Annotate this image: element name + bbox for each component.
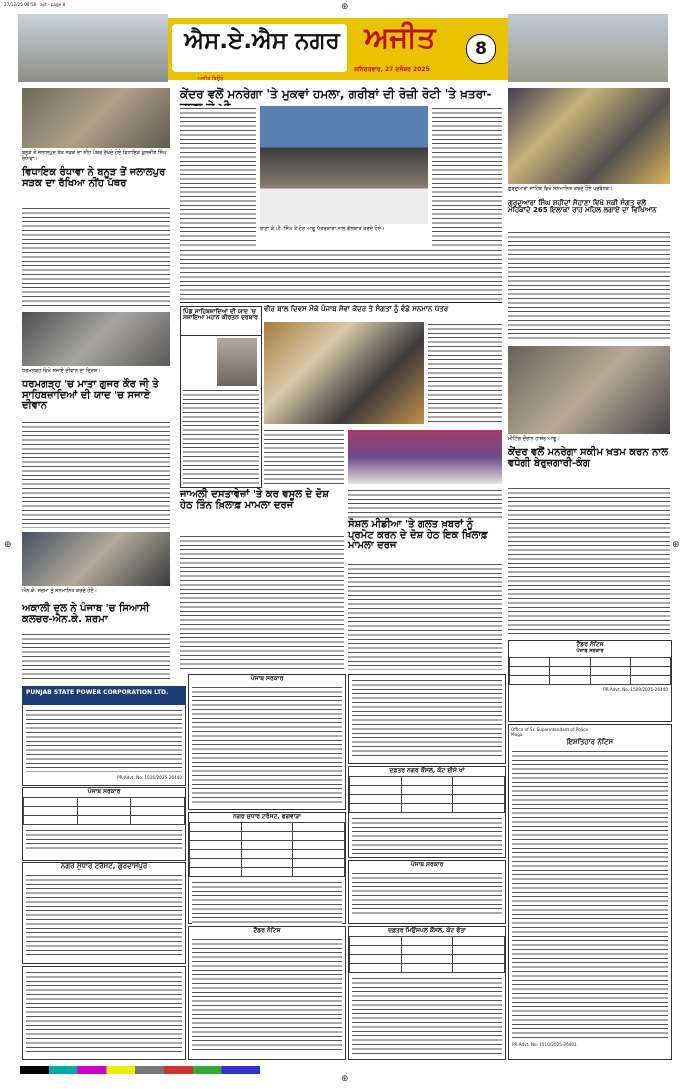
daftar-title: ਦਫ਼ਤਰ ਨਗਰ ਕੌਂਸਲ, ਕੋਟ ਈਸੇ ਖਾਂ: [389, 767, 465, 774]
photo-gurdwara: [508, 88, 670, 184]
brand-logo: ਅਜੀਤ: [364, 20, 436, 54]
registration-mark-icon: ⊕: [341, 2, 349, 12]
pspcl-ref: PR-Advt. No. 1016/2025-26440: [117, 775, 182, 780]
moga-ref: PR-Advt. No. 1510/2025-26401: [512, 1042, 577, 1047]
photo-dharamgarh: [22, 312, 170, 366]
lead-body-bottom: [180, 248, 502, 300]
headline-dharamgarh: ਧਰਮਗੜ੍ਹ 'ਚ ਮਾਤਾ ਗੁਜਰ ਕੌਰ ਜੀ ਤੇ ਸਾਹਿਬਜ਼ਾਦਿਆਂ ਦੀ ਯਾਦ 'ਚ ਸਜਾਏ ਦੀਵਾਨ: [22, 379, 159, 411]
daftar-2-ad: [348, 926, 506, 1060]
punjab-sarkar-title-center: ਪੰਜਾਬ ਸਰਕਾਰ: [250, 675, 284, 682]
moga-police-notice: [508, 724, 672, 1060]
punjab-sarkar-title-right: ਪੰਜਾਬ ਸਰਕਾਰ: [576, 648, 604, 654]
story-akali-body: [22, 632, 170, 682]
moga-office: Office of Sr. Superintendent of Police Moga: [511, 727, 588, 737]
edition-label: ਅਜੀਤ ਬਿਊਰੋ: [198, 76, 224, 82]
pspcl-ad: [22, 686, 186, 786]
box-story: [180, 306, 262, 488]
caption-meeting: ਮੀਟਿੰਗ ਦੌਰਾਨ ਹਾਜ਼ਰ ਆਗੂ।: [508, 436, 560, 442]
social-headline: ਸੋਸ਼ਲ ਮੀਡੀਆ 'ਤੇ ਗਲਤ ਖ਼ਬਰਾਂ ਨੂੰ ਪ੍ਰਮੋਟ ਕਰਨ ਦੇ ਦੋਸ਼ ਹੇਠ ਇਕ ਖ਼ਿਲਾਫ਼ ਮਾਮਲਾ ਦਰਜ: [348, 519, 488, 551]
nagar-kaunsil-title: ਨਗਰ ਸੁਧਾਰ ਟਰੱਸਟ, ਫਗਵਾੜਾ: [232, 813, 301, 820]
box-headline: ਪਿੰਡ ਸਾਹਿਬਜ਼ਾਦਿਆਂ ਦੀ ਯਾਦ 'ਚ ਸਜਾਇਆ ਮਹਾਨ ਕੀਰਤਨ ਦਰਬਾਰ: [181, 307, 261, 336]
fraud-headline: ਜਾਅਲੀ ਦਸਤਾਵੇਜ਼ਾਂ 'ਤੇ ਕਰ ਵਸੂਲ ਦੇ ਦੋਸ਼ ਹੇਠ ਤਿੰਨ ਖ਼ਿਲਾਫ਼ ਮਾਮਲਾ ਦਰਜ: [180, 489, 329, 511]
masthead-banner: [168, 18, 508, 80]
caption-dharamgarh: ਧਰਮਗੜ੍ਹ ਵਿਖੇ ਸਜਾਏ ਦੀਵਾਨ ਦਾ ਦ੍ਰਿਸ਼।: [22, 368, 101, 374]
lead-headline: ਕੇਂਦਰ ਵਲੋਂ ਮਨਰੇਗਾ 'ਤੇ ਮੁਕਵਾਂ ਹਮਲਾ, ਗਰੀਬਾਂ ਦੀ ਰੋਜ਼ੀ ਰੋਟੀ 'ਤੇ ਖ਼ਤਰਾ-: [180, 87, 492, 101]
pspcl-title: PUNJAB STATE POWER CORPORATION LTD.: [23, 687, 185, 705]
punjab-sarkar-ad-center: [188, 674, 346, 810]
story-dharamgarh-body: [22, 420, 170, 528]
nagar-sudhar-ad: [22, 862, 186, 964]
moga-notice-title: ਇਸ਼ਤਿਹਾਰ ਨੋਟਿਸ: [566, 738, 614, 746]
caption-gurdwara: ਗੁਰਦੁਆਰਾ ਸਾਹਿਬ ਵਿਖੇ ਸਨਮਾਨਿਤ ਕਰਦੇ ਹੋਏ ਪ੍ਰਬੰਧਕ।: [508, 186, 613, 192]
registration-mark-icon-left: ⊕: [4, 540, 12, 550]
box-photo: [217, 338, 257, 386]
photo-akali: [22, 532, 170, 586]
color-calibration-bar: [20, 1066, 260, 1074]
center-body-right: [428, 322, 502, 422]
notice-ad-top: [348, 674, 506, 764]
fraud-body: [180, 534, 344, 670]
masthead-left-photo: [18, 14, 168, 82]
gurdwara-body: [508, 230, 670, 342]
photo-lead-press: [260, 106, 428, 224]
daftar-ad: [348, 766, 506, 858]
caption-road-foundation: ਬਨੂੜ ਤੋਂ ਜਲਾਲਪੁਰ ਤੱਕ ਸੜਕ ਦਾ ਨੀਂਹ ਪੱਥਰ ਰੱਖਦੇ ਹੋਏ ਵਿਧਾਇਕ ਕੁਲਜੀਤ ਸਿੰਘ ਰੰਧਾਵਾ।: [22, 150, 167, 162]
section-title: ਐਸ.ਏ.ਐਸ ਨਗਰ: [184, 28, 340, 54]
daftar-2-title: ਦਫ਼ਤਰ ਮਿਉਂਸਪਲ ਕੌਂਸਲ, ਕੋਟ ਫੱਤਾ: [388, 927, 466, 934]
tender-title-bottom: ਟੈਂਡਰ ਨੋਟਿਸ: [253, 927, 281, 934]
headline-road-foundation: ਵਿਧਾਇਕ ਰੰਧਾਵਾ ਨੇ ਬਨੂੜ ਤੋਂ ਜਲਾਲਪੁਰ ਸੜਕ ਦਾ ਰੱਖਿਆ ਨੀਂਹ ਪੱਥਰ: [22, 167, 166, 189]
photo-center-stage: [348, 430, 502, 484]
masthead-right-photo: [508, 14, 668, 82]
registration-mark-icon-right: ⊕: [672, 540, 680, 550]
photo-road-foundation: [22, 88, 170, 148]
caption-lead: ਰਾਣਾ ਕੇ.ਪੀ. ਸਿੰਘ ਤੇ ਹੋਰ ਆਗੂ ਪੱਤਰਕਾਰਾਂ ਨਾਲ ਗੱਲਬਾਤ ਕਰਦੇ ਹੋਏ।: [260, 226, 385, 232]
photo-center-award: [264, 322, 424, 424]
divider: [180, 302, 502, 303]
story-road-body: [22, 206, 170, 306]
tender-notice-right: [508, 640, 672, 722]
center-headline: ਵੀਰ ਬਾਲ ਦਿਵਸ ਮੌਕੇ ਪੰਜਾਬ ਸੇਵਾ ਕੇਂਦਰ ਤੇ ਸੰਗਤਾਂ ਨੂੰ ਵੰਡੇ ਸਨਮਾਨ ਪੱਤਰ: [264, 305, 449, 313]
headline-akali: ਅਕਾਲੀ ਦਲ ਨੇ ਪੰਜਾਬ 'ਚ ਸਿਆਸੀ ਕਲਚਰ-ਐਨ.ਕੇ. ਸ਼ਰਮਾ: [22, 603, 150, 625]
lead-body-col3: [432, 106, 502, 246]
caption-akali: ਐਨ.ਕੇ. ਸ਼ਰਮਾ ਨੂੰ ਸਨਮਾਨਿਤ ਕਰਦੇ ਹੋਏ।: [22, 588, 98, 594]
registration-mark-icon-bottom: ⊕: [341, 1074, 349, 1084]
tender-ad-bottom-center: [188, 926, 346, 1060]
punjab-sarkar-ad-small: [348, 860, 506, 924]
mnrega-body: [508, 486, 670, 636]
nagar-kaunsil-ad: [188, 812, 346, 924]
print-info-line: 27/12/25 08:58 · ajit · page 8: [4, 2, 66, 7]
social-body: [348, 562, 502, 670]
social-top-body: [348, 488, 502, 518]
punjab-sarkar-title-left: ਪੰਜਾਬ ਸਰਕਾਰ: [87, 788, 121, 795]
tender-notice-title: ਟੈਂਡਰ ਨੋਟਿਸ: [576, 641, 604, 648]
tender-ref: PR-Advt. No. 1509/2025-26440: [603, 687, 668, 692]
lead-body-col1: [180, 106, 256, 246]
issue-date: ਸ਼ਨਿਚਰਵਾਰ, 27 ਦਸੰਬਰ 2025: [354, 66, 430, 73]
center-body-left: [264, 428, 344, 484]
bottom-left-ad: [22, 966, 186, 1060]
page-number: 8: [466, 34, 496, 64]
punjab-sarkar-title-small: ਪੰਜਾਬ ਸਰਕਾਰ: [410, 861, 444, 868]
photo-meeting: [508, 346, 670, 434]
nagar-sudhar-title: ਨਗਰ ਸੁਧਾਰ ਟਰੱਸਟ, ਗੁਰਦਾਸਪੁਰ: [60, 862, 148, 870]
gurdwara-headline: ਗੁਰਦੁਆਰਾ ਸਿੰਘ ਸ਼ਹੀਦਾਂ ਸੋਹਾਣਾ ਵਿਖੇ ਸਕੀ ਸੰਗਤ ਵਲੋਂ ਮਹਿਕਾਂਦੇ 265 ਇਲਾਕਾ ਰਾਹ ਮਹਿਲ ਲਗਾਏ ਦਾ ਵਿਖਿਆਨ: [508, 199, 657, 215]
mnrega-headline: ਕੇਂਦਰ ਵਲੋਂ ਮਨਰੇਗਾ ਸਕੀਮ ਖ਼ਤਮ ਕਰਨ ਨਾਲ ਵਧੇਗੀ ਬੇਰੁਜ਼ਗਾਰੀ-ਕੰਗ: [508, 447, 668, 469]
punjab-sarkar-ad-left: [22, 787, 186, 861]
